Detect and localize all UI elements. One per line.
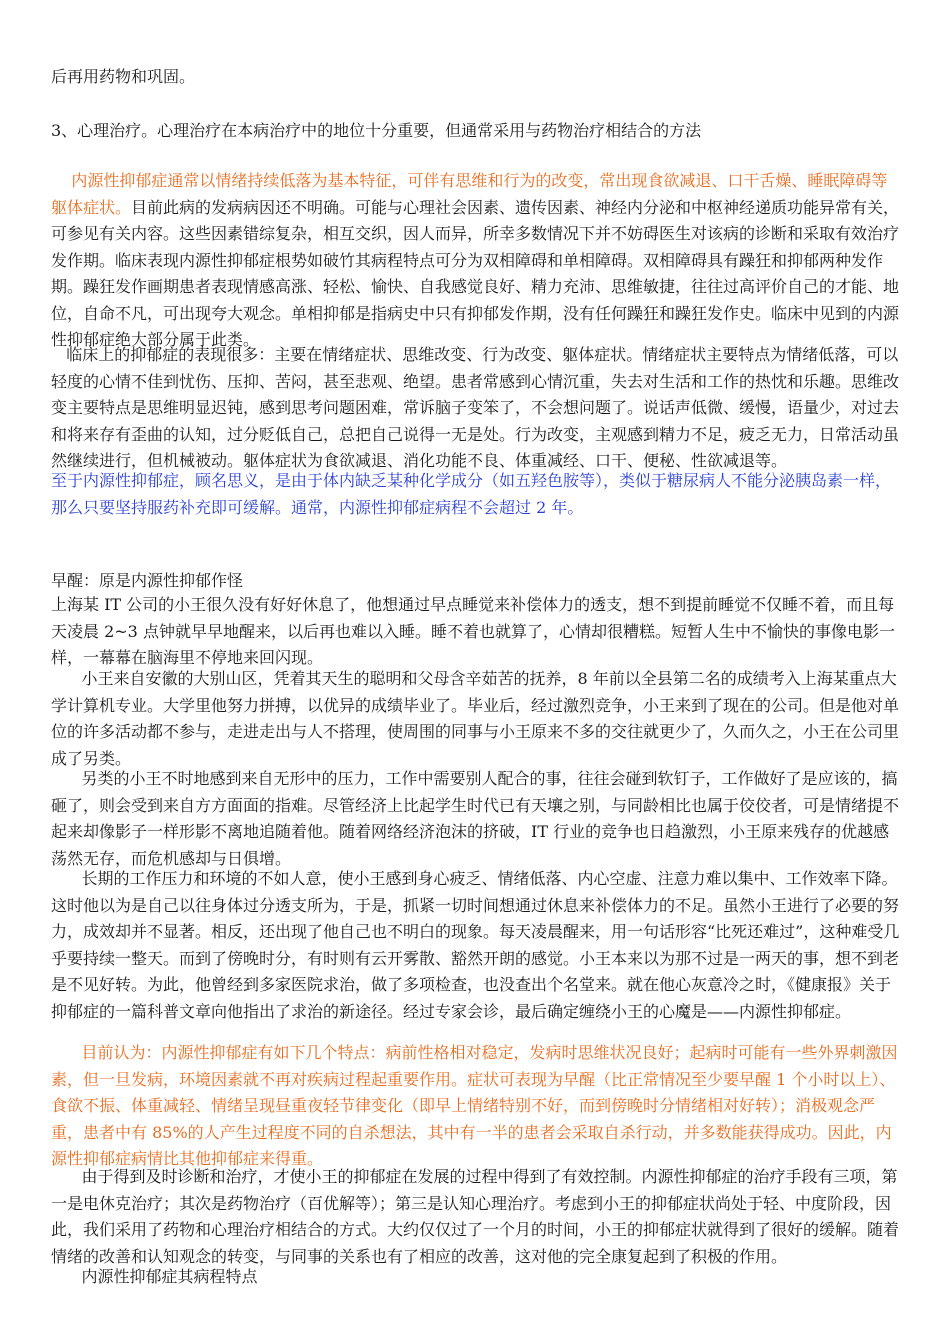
paragraph-story-3: 另类的小王不时地感到来自无形中的压力，工作中需要别人配合的事，往往会碰到软钉子，工作做好了是应该的，搞砸了，则会受到来自方方面面的指难。尽管经济上比起学生时代已有天壤之别，与同龄相比也属于佼佼者，可是情绪提不起来却像影子一样形影不离地追随着他。随着网络经济泡沫的挤破，IT 行业的竞争也日趋激烈，小王原来残存的优越感荡然无存，而危机感却与日俱增。 [51, 769, 900, 868]
paragraph-clinical: 临床上的抑郁症的表现很多：主要在情绪症状、思维改变、行为改变、躯体症状。情绪症状主要特点为情绪低落，可以轻度的心情不佳到忧伤、压抑、苦闷，甚至悲观、绝望。患者常感到心情沉重，失去对生活和工作的热忱和乐趣。思维改变主要特点是思维明显迟钝，感到思考问题困难，常诉脑子变笨了，不会想问题了。说话声低微、缓慢，语量少，对过去和将来存有歪曲的认知，过分贬低自己，总把自己说得一无是处。行为改变，主观感到精力不足，疲乏无力，日常活动虽然继续进行，但机械被动。躯体症状为食欲减退、消化功能不良、体重减经、口干、便秘、性欲减退等。 [51, 345, 900, 470]
paragraph-blue-highlight: 至于内源性抑郁症，顾名思义，是由于体内缺乏某种化学成分（如五羟色胺等），类似于糖尿病人不能分泌胰岛素一样，那么只要坚持服药补充即可缓解。通常，内源性抑郁症病程不会超过 2 年。 [51, 471, 892, 517]
paragraph-definition-body: 目前此病的发病病因还不明确。可能与心理社会因素、遗传因素、神经内分泌和中枢神经递质功能异常有关，可参见有关内容。这些因素错综复杂，相互交织，因人而异，所幸多数情况下并不妨碍医生对该病的诊断和采取有效治疗发作期。临床表现内源性抑郁症根势如破竹其病程特点可分为双相障碍和单相障碍。双相障碍具有躁狂和抑郁两种发作期。躁狂发作画期患者表现情感高涨、轻松、愉快、自我感觉良好、精力充沛、思维敏捷，往往过高评价自己的才能、地位，自命不凡，可出现夸大观念。单相抑郁是指病史中只有抑郁发作期，没有任何躁狂和躁狂发作史。临床中见到的内源性抑郁症绝大部分属于此类。 [51, 197, 900, 349]
paragraph-story-4: 长期的工作压力和环境的不如人意，使小王感到身心疲乏、情绪低落、内心空虚、注意力难以集中、工作效率下降。这时他以为是自己以往身体过分透支所为，于是，抓紧一切时间想通过休息来补偿体力的不足。虽然小王进行了必要的努力，成效却并不显著。相反，还出现了他自己也不明白的现象。每天凌晨醒来，用一句话形容“比死还难过”，这种难受几乎要持续一整天。而到了傍晚时分，有时则有云开雾散、豁然开朗的感觉。小王本来以为那不过是一两天的事，想不到老是不见好转。为此，他曾经到多家医院求治，做了多项检查，也没查出个名堂来。就在他心灰意冷之时，《健康报》关于抑郁症的一篇科普文章向他指出了求治的新途径。经过专家会诊，最后确定缠绕小王的心魔是——内源性抑郁症。 [51, 869, 900, 1021]
paragraph-story-2: 小王来自安徽的大别山区，凭着其天生的聪明和父母含辛茹苦的抚养，8 年前以全县第二名的成绩考入上海某重点大学计算机专业。大学里他努力拼搏，以优异的成绩毕业了。毕业后，经过激烈竞争，小王来到了现在的公司。但是他对单位的许多活动都不参与，走进走出与人不搭理，使周围的同事与小王原来不多的交往就更少了，久而久之，小王在公司里成了另类。 [51, 669, 900, 768]
paragraph-definition [51, 168, 903, 354]
highlight-orange: 内源性抑郁症通常以情绪持续低落为基本特征，可伴有思维和行为的改变，常出现食欲减退、口干舌燥、睡眠障碍等躯体症状。 [51, 171, 888, 217]
paragraph-psychotherapy: 3、心理治疗。心理治疗在本病治疗中的地位十分重要，但通常采用与药物治疗相结合的方法 [51, 121, 702, 140]
section-heading: 早醒：原是内源性抑郁作怪 [51, 571, 244, 590]
paragraph-treatment: 由于得到及时诊断和治疗，才使小王的抑郁症在发展的过程中得到了有效控制。内源性抑郁症的治疗手段有三项，第一是电休克治疗；其次是药物治疗（百优解等）；第三是认知心理治疗。考虑到小王的抑郁症状尚处于轻、中度阶段，因此，我们采用了药物和心理治疗相结合的方式。大约仅仅过了一个月的时间，小王的抑郁症状就得到了很好的缓解。随着情绪的改善和认知观念的转变，与同事的关系也有了相应的改善，这对他的完全康复起到了积极的作用。 [51, 1167, 900, 1266]
paragraph-story-1: 上海某 IT 公司的小王很久没有好好休息了，他想通过早点睡觉来补偿体力的透支，想不到提前睡觉不仅睡不着，而且每天凌晨 2~3 点钟就早早地醒来，以后再也难以入睡。睡不着也就算了，心情却很糟糕。短暂人生中不愉快的事像电影一样，一幕幕在脑海里不停地来回闪现。 [51, 595, 895, 667]
paragraph-last-heading: 内源性抑郁症其病程特点 [51, 1267, 258, 1286]
paragraph-orange-features: 目前认为：内源性抑郁症有如下几个特点：病前性格相对稳定，发病时思维状况良好；起病时可能有一些外界刺激因素，但一旦发病，环境因素就不再对疾病过程起重要作用。症状可表现为早醒（比正常情况至少要早醒 1 个小时以上）、食欲不振、体重减轻、情绪呈现昼重夜轻节律变化（即早上情绪特别不好，而到傍晚时分情绪相对好转）；消极观念严重，患者中有 85%的人产生过程度不同的自杀想法，其中有一半的患者会采取自杀行动，并多数能获得成功。因此，内源性抑郁症病情比其他抑郁症来得重。 [51, 1043, 898, 1168]
paragraph-1: 后再用药物和巩固。 [51, 67, 196, 86]
